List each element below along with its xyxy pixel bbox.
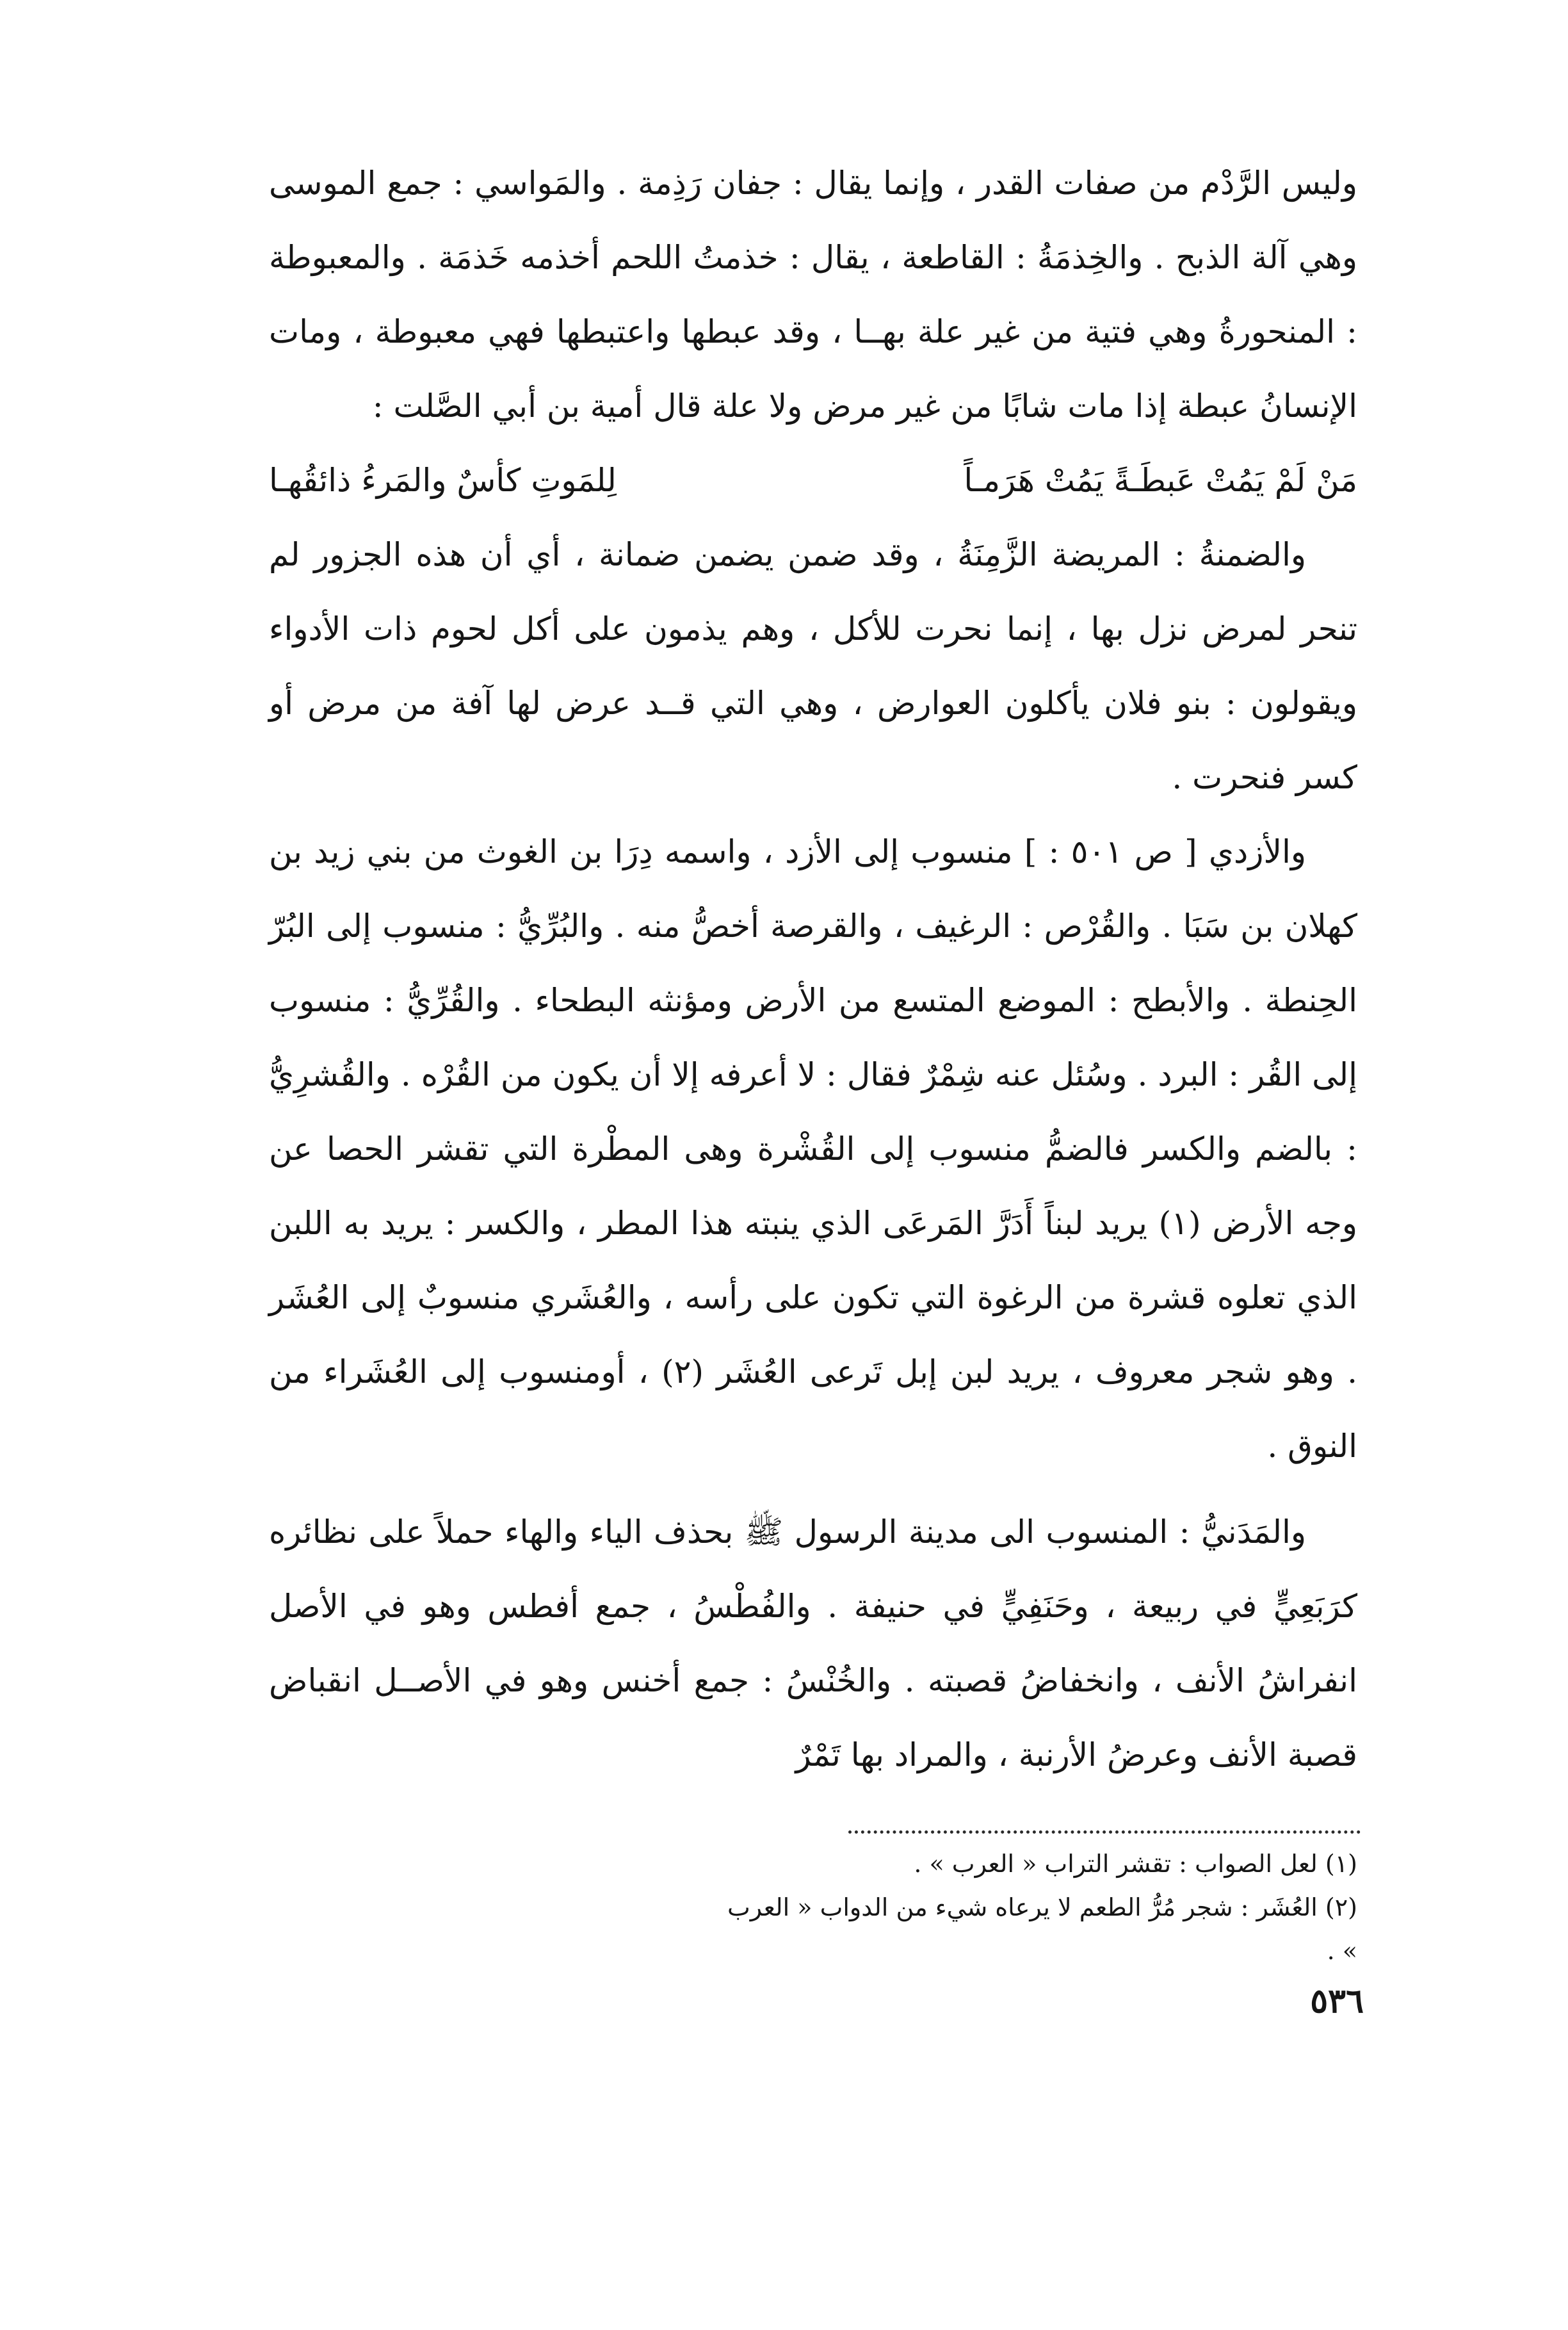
paragraph-3: والأزدي [ ص ٥٠١ : ] منسوب إلى الأزد ، واسمه دِرَا بن الغوث من بني زيد بن كهلان بن سَبَا . والقُرْص : الرغيف ، والقرصة أخصُّ منه . والبُرِّيُّ : منسوب إلى البُرّ الحِنطة . والأبطح : الموضع المتسع من الأرض ومؤنثه البطحاء . والقُرِّيُّ : منسوب إلى القُر : البرد . وسُئل عنه شِمْرٌ فقال : لا أعرفه إلا أن يكون من القُرْه . والقُشرِيُّ : بالضم والكسر فالضمُّ منسوب إلى القُشْرة وهى المطْرة التي تقشر الحصا عن وجه الأرض (١) يريد لبناً أَدَرَّ المَرعَى الذي ينبته هذا المطر ، والكسر : يريد به اللبن الذي تعلوه قشرة من الرغوة التي تكون على رأسه ، والعُشَري منسوبٌ إلى العُشَر . وهو شجر معروف ، يريد لبن إبل تَرعى العُشَر (٢) ، أومنسوب إلى العُشَراء من النوق .	[269, 833, 1358, 1465]
poem-verse	[269, 443, 1357, 517]
main-text	[269, 146, 1357, 1792]
paragraph-2: والضمنةُ : المريضة الزَّمِنَةُ ، وقد ضمن يضمن ضمانة ، أي أن هذه الجزور لم تنحر لمرض نزل بها ، إنما نحرت للأكل ، وهم يذمون على أكل لحوم ذات الأدواء ويقولون : بنو فلان يأكلون العوارض ، وهي التي قــد عرض لها آفة من مرض أو كسر فنحرت .	[269, 536, 1357, 796]
page-number: ٥٣٦	[1310, 1982, 1364, 2021]
paragraph-1: وليس الرَّدْم من صفات القدر ، وإنما يقال : جفان رَذِمة . والمَواسي : جمع الموسى وهي آلة الذبح . والخِذمَةُ : القاطعة ، يقال : خذمتُ اللحم أخذمه خَذمَة . والمعبوطة : المنحورةُ وهي فتية من غير علة بهــا ، وقد عبطها واعتبطها فهي معبوطة ، ومات الإنسانُ عبطة إذا مات شابًا من غير مرض ولا علة قال أمية بن أبي الصَّلت :	[269, 165, 1358, 425]
footnote-1: (١) لعل الصواب : تقشر التراب « العرب » .	[914, 1850, 1357, 1878]
footnote-separator	[848, 1830, 1361, 1834]
footnotes	[720, 1842, 1357, 1973]
footnote-2: (٢) العُشَر : شجر مُرُّ الطعم لا يرعاه شيء من الدواب « العرب » .	[727, 1893, 1357, 1965]
verse-second-hemistich: لِلمَوتِ كأسٌ والمَرءُ ذائقُهـا	[269, 462, 617, 499]
verse-first-hemistich: مَنْ لَمْ يَمُتْ عَبطَـةً يَمُتْ هَرَمـاً	[964, 462, 1357, 499]
paragraph-4: والمَدَنيُّ : المنسوب الى مدينة الرسول ﷺ بحذف الياء والهاء حملاً على نظائره كرَبَعِيٍّ في ربيعة ، وحَنَفِيٍّ في حنيفة . والفُطْسُ ، جمع أفطس وهو في الأصل انفراشُ الأنف ، وانخفاضُ قصبته . والخُنْسُ : جمع أخنس وهو في الأصــل انقباض قصبة الأنف وعرضُ الأرنبة ، والمراد بها تَمْرٌ	[269, 1513, 1357, 1773]
